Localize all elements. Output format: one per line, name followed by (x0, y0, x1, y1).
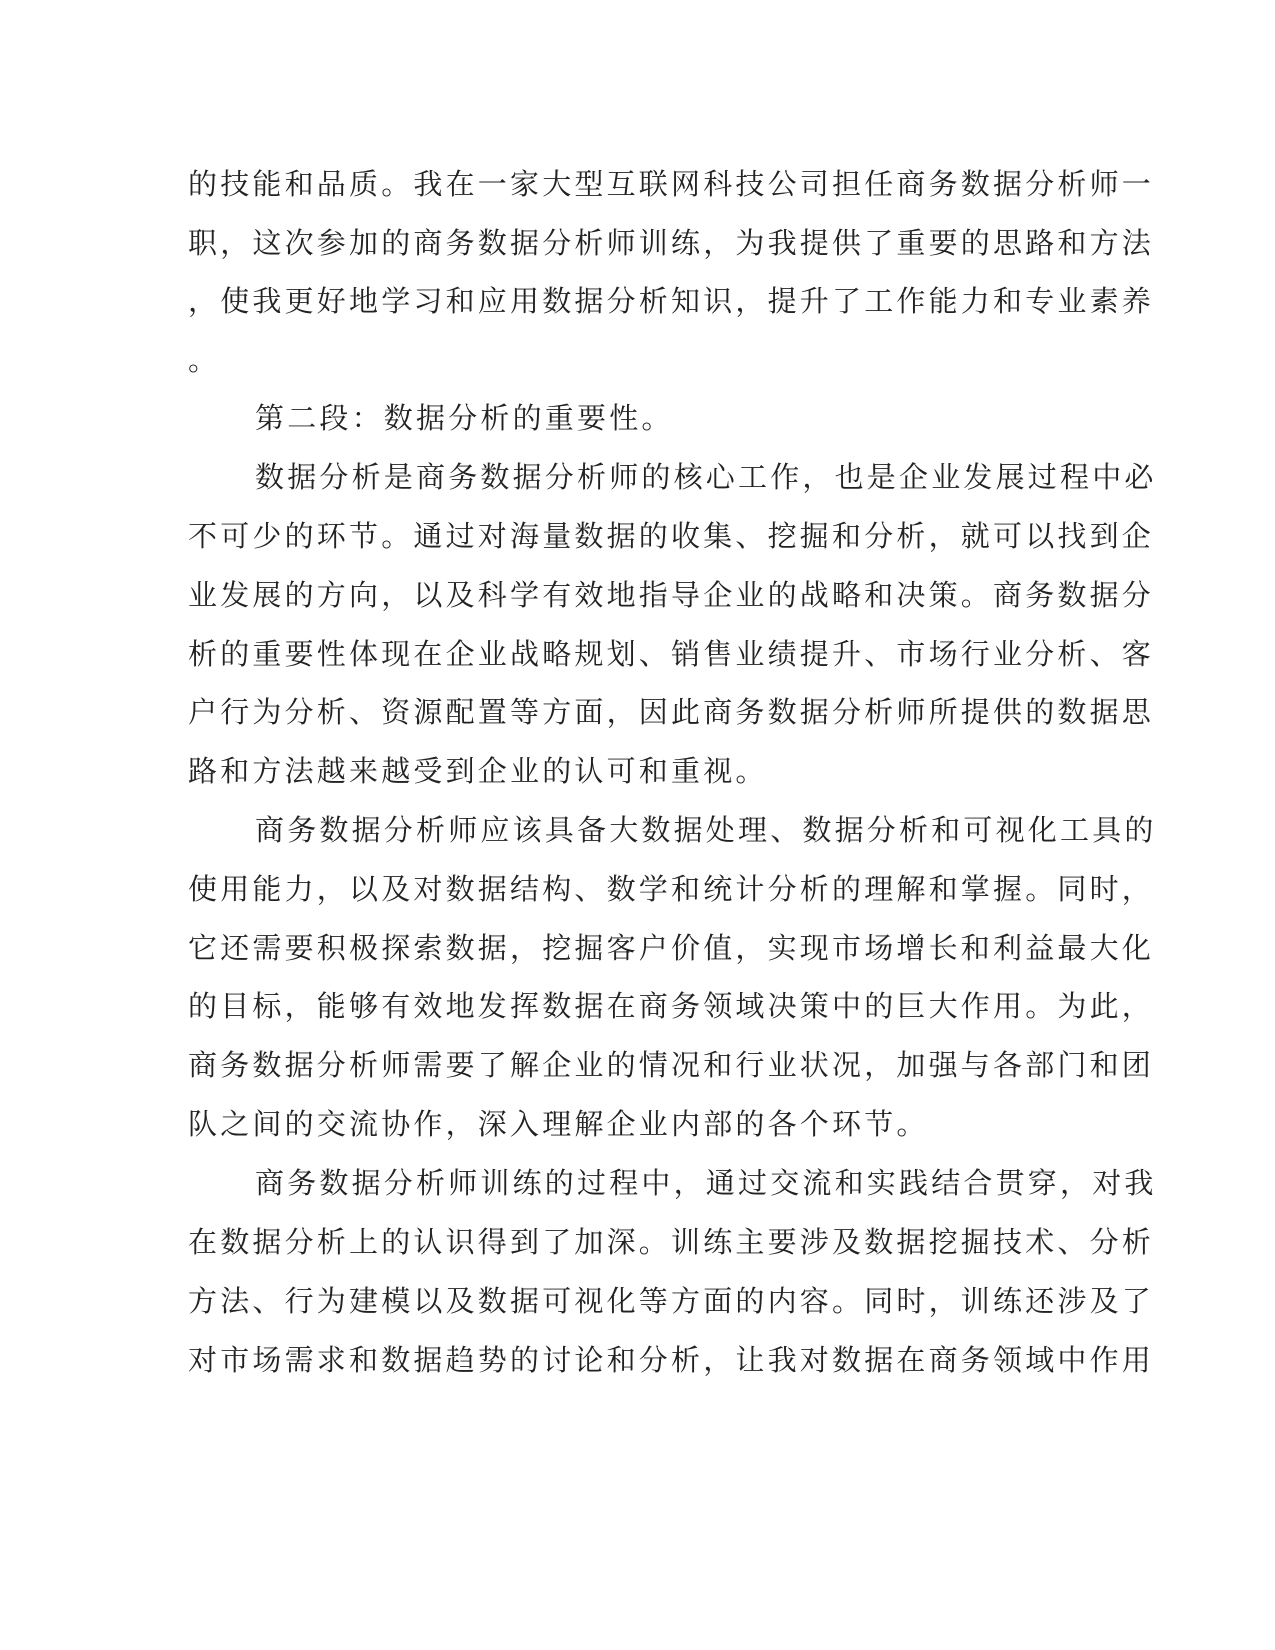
text-line: 的技能和品质。我在一家大型互联网科技公司担任商务数据分析师一 (188, 167, 1155, 201)
text-line: 商务数据分析师训练的过程中，通过交流和实践结合贯穿，对我 (255, 1166, 1157, 1200)
text-line: 业发展的方向，以及科学有效地指导企业的战略和决策。商务数据分 (188, 578, 1155, 612)
text-line: 队之间的交流协作，深入理解企业内部的各个环节。 (188, 1107, 929, 1141)
text-line: ，使我更好地学习和应用数据分析知识，提升了工作能力和专业素养 (188, 284, 1155, 318)
text-line: 商务数据分析师需要了解企业的情况和行业状况，加强与各部门和团 (188, 1048, 1155, 1082)
text-line: 方法、行为建模以及数据可视化等方面的内容。同时，训练还涉及了 (188, 1284, 1155, 1318)
text-line: 路和方法越来越受到企业的认可和重视。 (188, 754, 768, 788)
text-line: 。 (188, 343, 221, 377)
text-line: 职，这次参加的商务数据分析师训练，为我提供了重要的思路和方法 (188, 226, 1155, 260)
section-heading: 第二段：数据分析的重要性。 (255, 401, 674, 435)
text-line: 不可少的环节。通过对海量数据的收集、挖掘和分析，就可以找到企 (188, 519, 1155, 553)
text-line: 的目标，能够有效地发挥数据在商务领域决策中的巨大作用。为此， (188, 989, 1155, 1023)
text-line: 析的重要性体现在企业战略规划、销售业绩提升、市场行业分析、客 (188, 637, 1155, 671)
text-line: 使用能力，以及对数据结构、数学和统计分析的理解和掌握。同时， (188, 872, 1155, 906)
text-line: 商务数据分析师应该具备大数据处理、数据分析和可视化工具的 (255, 813, 1157, 847)
text-line: 数据分析是商务数据分析师的核心工作，也是企业发展过程中必 (255, 460, 1157, 494)
text-line: 对市场需求和数据趋势的讨论和分析，让我对数据在商务领域中作用 (188, 1343, 1155, 1377)
text-line: 户行为分析、资源配置等方面，因此商务数据分析师所提供的数据思 (188, 695, 1155, 729)
text-line: 它还需要积极探索数据，挖掘客户价值，实现市场增长和利益最大化 (188, 931, 1155, 965)
text-line: 在数据分析上的认识得到了加深。训练主要涉及数据挖掘技术、分析 (188, 1225, 1155, 1259)
